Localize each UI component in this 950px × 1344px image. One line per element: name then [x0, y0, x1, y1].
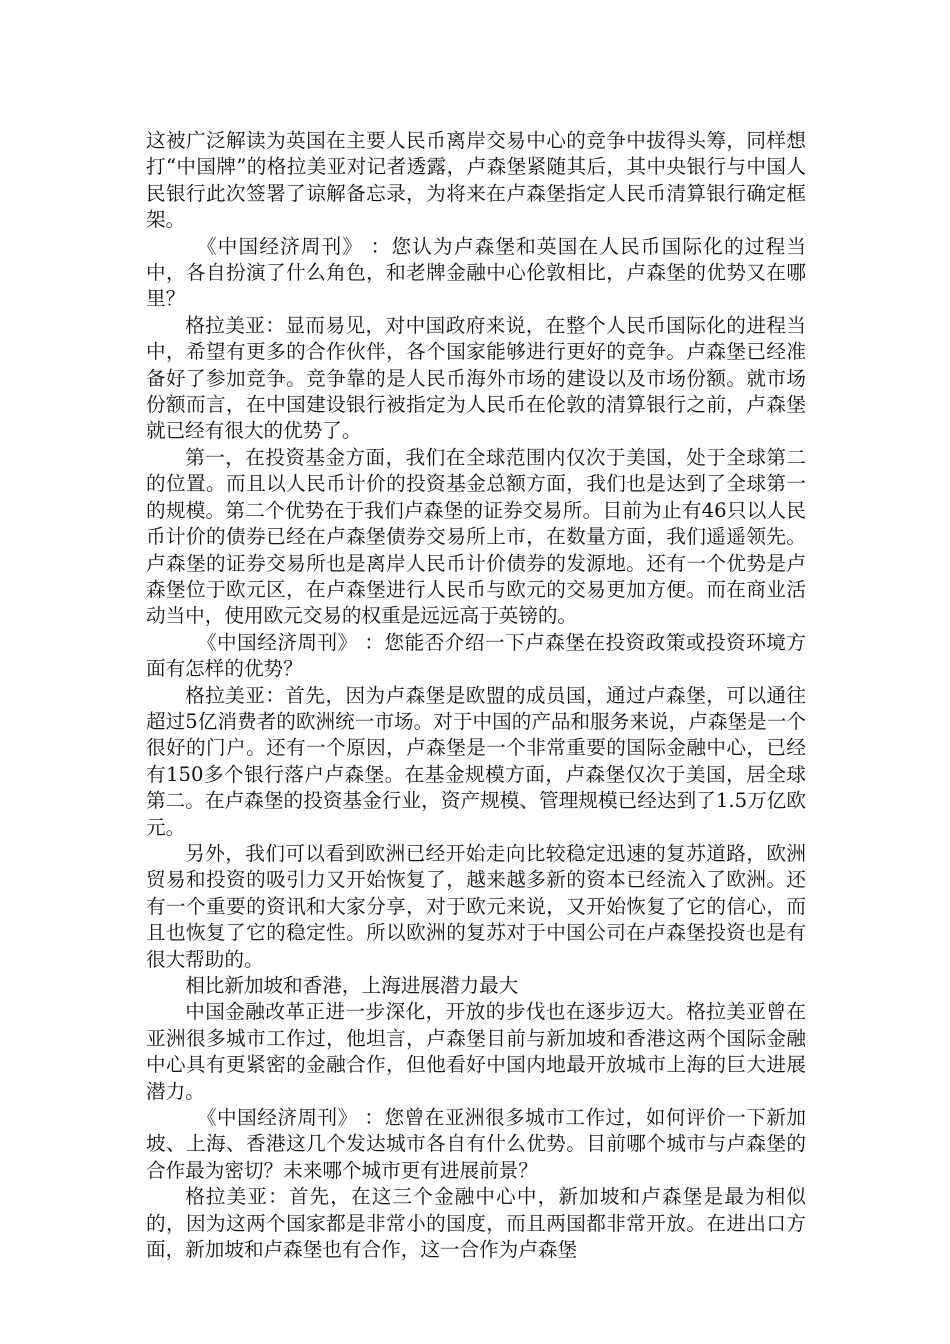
paragraph-answer-1: 格拉美亚：显而易见，对中国政府来说，在整个人民币国际化的进程当中，希望有更多的合作伙伴，各个国家能够进行更好的竞争。卢森堡已经准备好了参加竞争。竞争靠的是人民币海外市场的建设以及市场份额。就市场份额而言，在中国建设银行被指定为人民币在伦敦的清算银行之前，卢森堡就已经有很大的优势了。 [146, 313, 806, 443]
section-heading: 相比新加坡和香港，上海进展潜力最大 [185, 974, 519, 997]
paragraph-question-2: 《中国经济周刊》 ：您能否介绍一下卢森堡在投资政策或投资环境方面有怎样的优势？ [146, 630, 806, 681]
paragraph-question-1: 《中国经济周刊》 ：您认为卢森堡和英国在人民币国际化的过程当中，各自扮演了什么角色，和老牌金融中心伦敦相比，卢森堡的优势又在哪里？ [146, 234, 806, 311]
paragraph-answer-1-continued: 第一，在投资基金方面，我们在全球范围内仅次于美国，处于全球第二的位置。而且以人民币计价的投资基金总额方面，我们也是达到了全球第一的规模。第二个优势在于我们卢森堡的证券交易所。目前为止有46只以人民币计价的债券已经在卢森堡债券交易所上市，在数量方面，我们遥遥领先。卢森堡的证券交易所也是离岸人民币计价债券的发源地。还有一个优势是卢森堡位于欧元区，在卢森堡进行人民币与欧元的交易更加方便。而在商业活动当中，使用欧元交易的权重是远远高于英镑的。 [146, 445, 806, 628]
paragraph-answer-3: 格拉美亚：首先，在这三个金融中心中，新加坡和卢森堡是最为相似的，因为这两个国家都是非常小的国度，而且两国都非常开放。在进出口方面，新加坡和卢森堡也有合作，这一合作为卢森堡 [146, 1185, 806, 1262]
paragraph-section-intro: 中国金融改革正进一步深化，开放的步伐也在逐步迈大。格拉美亚曾在亚洲很多城市工作过，他坦言，卢森堡目前与新加坡和香港这两个国际金融中心具有更紧密的金融合作，但他看好中国内地最开放城市上海的巨大进展潜力。 [146, 1000, 806, 1103]
document-body [146, 128, 806, 1263]
paragraph-intro: 这被广泛解读为英国在主要人民币离岸交易中心的竞争中拔得头筹，同样想打“中国牌”的格拉美亚对记者透露，卢森堡紧随其后，其中央银行与中国人民银行此次签署了谅解备忘录，为将来在卢森堡指定人民币清算银行确定框架。 [146, 129, 806, 232]
paragraph-question-3: 《中国经济周刊》 ：您曾在亚洲很多城市工作过，如何评价一下新加坡、上海、香港这几个发达城市各自有什么优势。目前哪个城市与卢森堡的合作最为密切？未来哪个城市更有进展前景？ [146, 1106, 806, 1182]
paragraph-answer-2-continued: 另外，我们可以看到欧洲已经开始走向比较稳定迅速的复苏道路，欧洲贸易和投资的吸引力又开始恢复了，越来越多新的资本已经流入了欧洲。还有一个重要的资讯和大家分享，对于欧元来说，又开始恢复了它的信心，而且也恢复了它的稳定性。所以欧洲的复苏对于中国公司在卢森堡投资也是有很大帮助的。 [146, 841, 806, 971]
paragraph-answer-2: 格拉美亚：首先，因为卢森堡是欧盟的成员国，通过卢森堡，可以通往超过5亿消费者的欧洲统一市场。对于中国的产品和服务来说，卢森堡是一个很好的门户。还有一个原因，卢森堡是一个非常重要的国际金融中心，已经有150多个银行落户卢森堡。在基金规模方面，卢森堡仅次于美国，居全球第二。在卢森堡的投资基金行业，资产规模、管理规模已经达到了1.5万亿欧元。 [146, 683, 806, 839]
